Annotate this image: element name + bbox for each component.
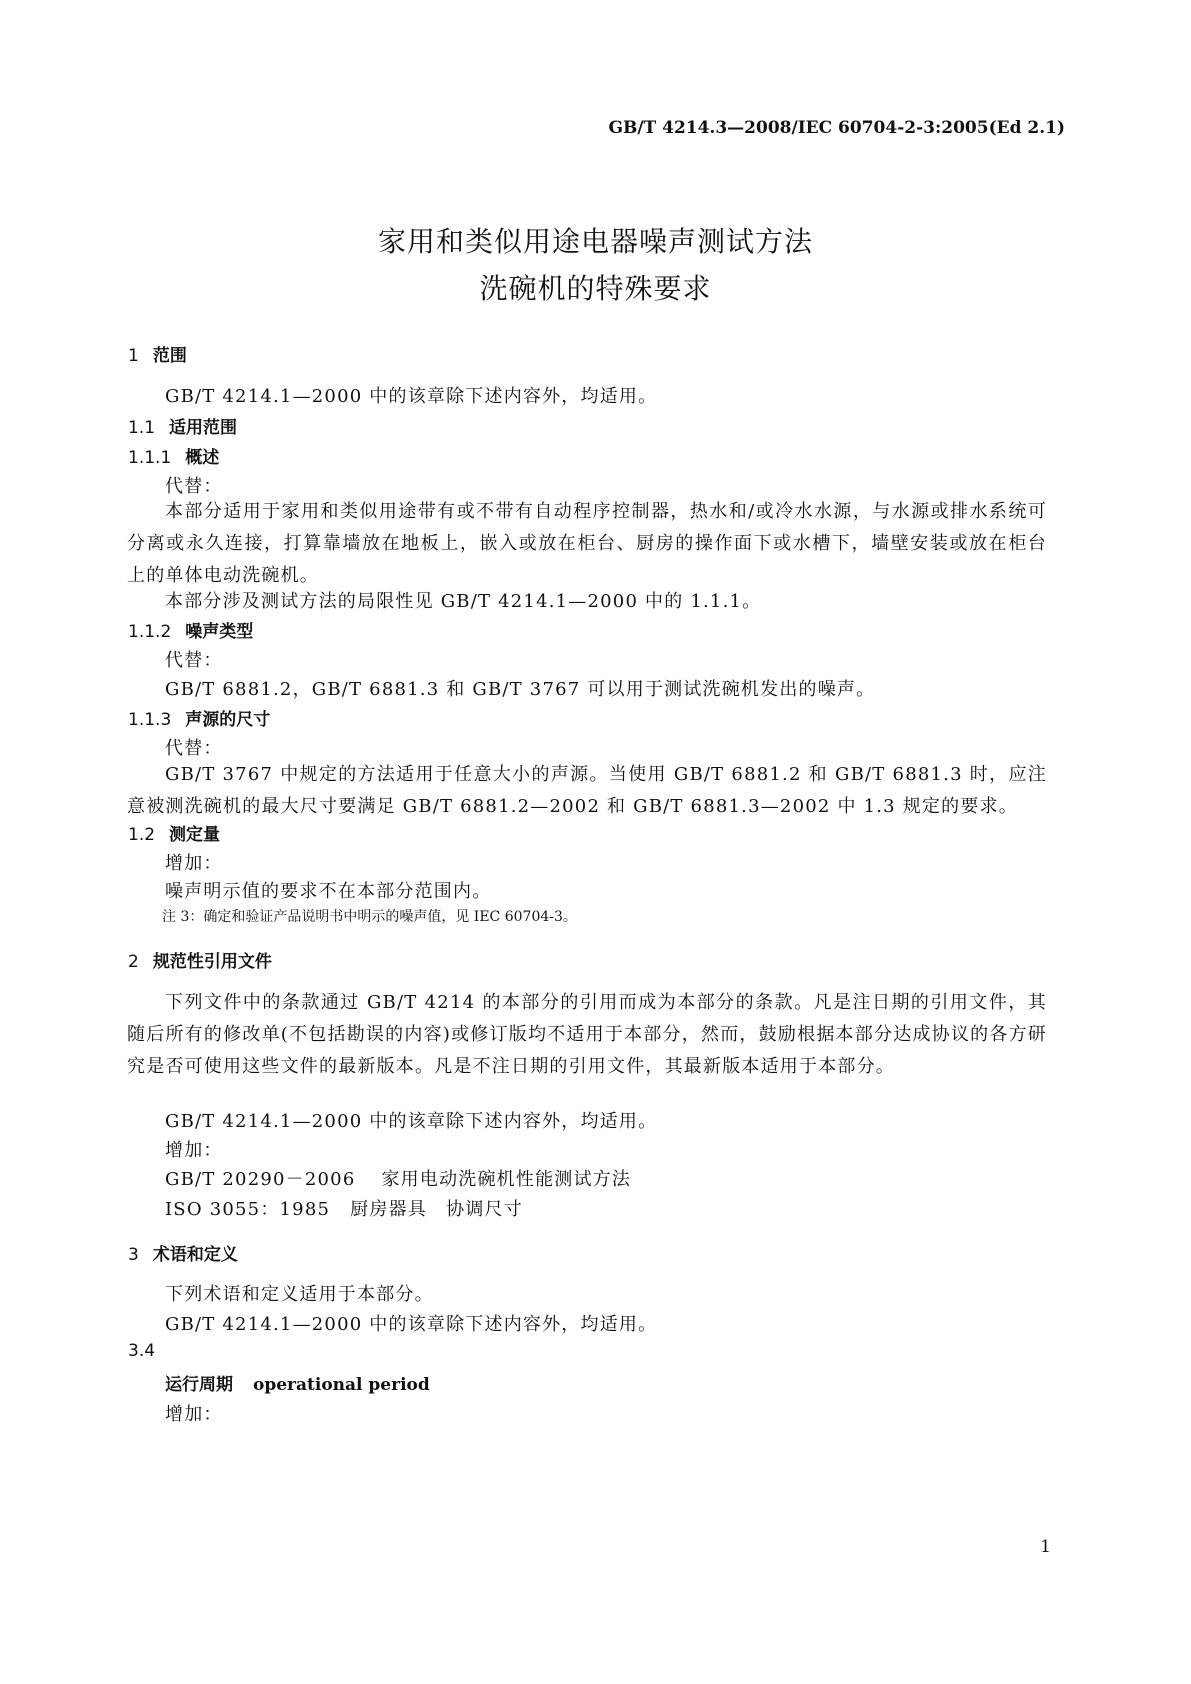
normative-references-paragraph: 下列文件中的条款通过 GB/T 4214 的本部分的引用而成为本部分的条款。凡是注日期的引用文件，其随后所有的修改单(不包括勘误的内容)或修订版均不适用于本部分，然而，鼓励根据本部分达成协议的各方研究是否可使用这些文件的最新版本。凡是不注日期的引用文件，其最新版本适用于本部分。 — [127, 992, 1047, 1077]
note-3: 注 3：确定和验证产品说明书中明示的噪声值，见 IEC 60704-3。 — [162, 909, 577, 925]
standard-code-header: GB/T 4214.3—2008/IEC 60704-2-3:2005(Ed 2.1) — [608, 118, 1065, 138]
source-size-paragraph: GB/T 3767 中规定的方法适用于任意大小的声源。当使用 GB/T 6881.2 和 GB/T 6881.3 时，应注意被测洗碗机的最大尺寸要满足 GB/T 6881.2—2002 和 GB/T 6881.3—2002 中 1.3 规定的要求。 — [127, 764, 1047, 817]
scope-paragraph: 本部分适用于家用和类似用途带有或不带有自动程序控制器，热水和/或冷水水源，与水源或排水系统可分离或永久连接，打算靠墙放在地板上，嵌入或放在柜台、厨房的操作面下或水槽下，墙壁安装或放在柜台上的单体电动洗碗机。 — [127, 501, 1047, 586]
add-label: 增加： — [165, 1404, 223, 1425]
limitations-paragraph: 本部分涉及测试方法的局限性见 GB/T 4214.1—2000 中的 1.1.1。 — [165, 591, 762, 612]
replace-label: 代替： — [165, 738, 223, 759]
section-3-heading: 3 术语和定义 — [128, 1245, 238, 1265]
term-operational-period: 运行周期 operational period — [165, 1375, 430, 1395]
add-label: 增加： — [165, 1140, 223, 1161]
section-1-heading: 1 范围 — [128, 346, 187, 366]
replace-label: 代替： — [165, 476, 223, 497]
section-1-paragraph: GB/T 4214.1—2000 中的该章除下述内容外，均适用。 — [165, 386, 658, 407]
section-3-paragraph-2: GB/T 4214.1—2000 中的该章除下述内容外，均适用。 — [165, 1314, 658, 1335]
section-1-2-heading: 1.2 测定量 — [128, 825, 221, 845]
document-title: 家用和类似用途电器噪声测试方法 — [377, 225, 813, 258]
document-subtitle: 洗碗机的特殊要求 — [479, 272, 712, 305]
section-3-4-number: 3.4 — [128, 1341, 156, 1361]
quantity-paragraph: 噪声明示值的要求不在本部分范围内。 — [165, 881, 492, 902]
reference-gbt-20290: GB/T 20290－2006 家用电动洗碗机性能测试方法 — [165, 1169, 632, 1190]
section-1-1-heading: 1.1 适用范围 — [128, 418, 238, 438]
section-1-1-3-heading: 1.1.3 声源的尺寸 — [128, 710, 271, 730]
section-1-1-1-heading: 1.1.1 概述 — [128, 448, 220, 468]
noise-type-paragraph: GB/T 6881.2，GB/T 6881.3 和 GB/T 3767 可以用于测试洗碗机发出的噪声。 — [165, 679, 876, 700]
section-3-paragraph-1: 下列术语和定义适用于本部分。 — [165, 1284, 434, 1305]
page-number: 1 — [1040, 1537, 1051, 1557]
section-2-heading: 2 规范性引用文件 — [128, 952, 272, 972]
section-2-applies-paragraph: GB/T 4214.1—2000 中的该章除下述内容外，均适用。 — [165, 1111, 658, 1132]
replace-label: 代替： — [165, 650, 223, 671]
section-1-1-2-heading: 1.1.2 噪声类型 — [128, 622, 254, 642]
reference-iso-3055: ISO 3055：1985 厨房器具 协调尺寸 — [165, 1199, 523, 1220]
add-label: 增加： — [165, 853, 223, 874]
